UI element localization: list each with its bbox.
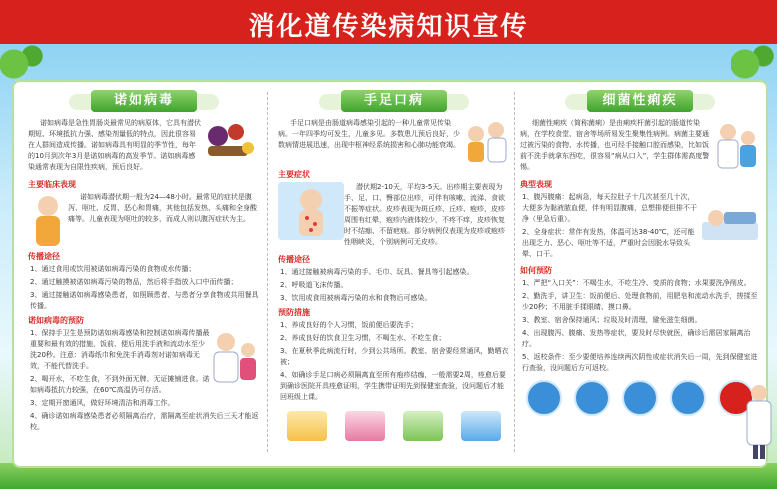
dysentery-intro: 细菌性痢疾（简称菌痢）是由痢疾杆菌引起的肠道传染病，在学校食堂、宿舍等场所易发生聚集性病例。病菌主要通过被污染的食物、水传播，也可经手接触口腔而感染，比如饭前不洗手就拿东西吃，很容易“病从口入”，学生群体需高度警惕。 [520,119,710,171]
norovirus-column [28,90,260,458]
list-item: 4、确诊诺如病毒感染患者必须隔离治疗，需隔离至症状消失后三天才能返校。 [30,412,259,431]
hfmd-symptom-text: 潜伏期2-10天，平均3-5天。出疹期主要表现为手、足、口、臀部位出疹，可伴有咳嗽、流涕、食欲不振等症状。皮疹表现为斑丘疹、丘疹、疱疹，皮疹周围有红晕，疱疹内液体较少，不疼不痒，皮疹恢复时不结痂、不留疤痕。部分病例仅表现为皮疹或疱疹性咽峡炎，个别病例可无皮疹。 [344,183,505,246]
list-item: 1、腹泻腹痛：起病急，每天拉肚子十几次甚至几十次，大便多为黏液脓血便，伴有明显腹痛，总想排便但排不干净（里急后重）。 [522,193,697,223]
norovirus-symptom-text: 诺如病毒潜伏期一般为24—48小时。最常见的症状是腹泻、呕吐、反胃、恶心和胃痛，其他包括发热、头痛和全身酸痛等。儿童表现为呕吐的较多，而成人则以腹泻症状为主。 [68,193,257,223]
water-icon [622,380,658,416]
norovirus-heading [69,90,219,112]
list-item: 1、通过食用或饮用被诺如病毒污染的食物或水传播； [30,265,196,273]
dysentery-symptom-title: 典型表现 [520,180,552,189]
doctor-figure [743,381,775,461]
list-item: 2、养成良好的饮食卫生习惯，不喝生水、不吃生食； [280,334,446,342]
list-item: 2、呼吸道飞沫传播。 [280,281,348,289]
prevention-icons [520,380,760,416]
list-item: 1、养成良好的个人习惯，饭前便后要洗手； [280,321,418,329]
hygiene-pictures [278,411,510,441]
list-item: 5、返校条件：至少要便培养连续两次阴性或症状消失后一周，先到保健室进行查验，没问题后方可返校。 [522,353,758,372]
doctor-exam-illustration [462,118,510,166]
list-item: 1、通过接触被病毒污染的手、毛巾、玩具、餐具等引起感染。 [280,268,474,276]
list-item: 3、在夏秋季此病流行时，少到公共场所。教室、宿舍要经常通风，勤晒衣被； [280,347,509,366]
baby-rash-illustration [278,182,344,240]
hfmd-heading [319,90,469,112]
list-item: 3、教室、宿舍保持通风；垃圾及时清理，避免滋生细菌。 [522,316,702,324]
title-banner [0,0,777,44]
hfmd-symptom-title: 主要症状 [278,170,310,179]
mask-icon [574,380,610,416]
doctor-child-illustration [210,328,260,384]
page-title: 消化道传染病知识宣传 [248,12,529,42]
column-divider [514,92,515,452]
hand-washing-icon [526,380,562,416]
sick-child-illustration [28,192,68,248]
list-item: 4、如确诊手足口病必须隔离直至所有疱疹结痂，一般需要2周，痊愈后要到确诊医院开具痊愈证明，学生携带证明先到保健室查验，没问题后才能回班级上课。 [280,371,506,401]
hfmd-heading-text: 手足口病 [341,90,447,112]
list-item: 2、喝开水，不吃生食，不到外面无牌、无证摊铺进食。诺如病毒抵抗力较强，在60℃高温仍可存活。 [30,375,210,394]
vegetables-illustration [202,118,260,168]
norovirus-heading-text: 诺如病毒 [91,90,197,112]
handwash-picture [287,411,327,441]
ventilation-picture [461,411,501,441]
dysentery-heading-text: 细菌性痢疾 [587,90,693,112]
norovirus-route-title: 传播途径 [28,252,60,261]
dysentery-prevention-title: 如何预防 [520,266,552,275]
list-item: 3、定期开窗通风，做好环境清洁和消毒工作。 [30,399,175,407]
doctor-patient-illustration [712,118,760,172]
norovirus-symptom-title: 主要临床表现 [28,180,76,189]
hfmd-route-title: 传播途径 [278,255,310,264]
list-item: 4、出现腹泻、腹痛、发热等症状，要及时尽快就医，确诊后需居家隔离治疗。 [522,329,751,348]
list-item: 2、勤洗手，讲卫生：饭前便后、处理食物前，用肥皂和流动水洗手，搓揉至少20秒；不用脏手揉眼睛、摸口鼻。 [522,292,758,311]
dysentery-column [520,90,760,458]
vine-right-decoration [731,44,777,84]
dish-icon [670,380,706,416]
norovirus-intro: 诺如病毒是急性胃肠炎最常见的病原体，它具有潜伏期短、环境抵抗力强、感染剂量低的特点，因此很容易在人群间造成传播。诺如病毒具有明显的季节性，每年的10月到次年3月是诺如病毒的高发季节。诺如病毒感染通常表现为自限性疾病，预后良好。 [28,119,201,171]
list-item: 1、严把“入口关”：不喝生水，不吃生冷、变质的食物；水果要洗净削皮。 [522,279,751,287]
list-item: 3、饮用或食用被病毒污染的水和食物后可感染。 [280,294,432,302]
dysentery-heading [565,90,715,112]
cleaning-picture [403,411,443,441]
list-item: 3、通过接触诺如病毒感染患者，如照顾患者、与患者分享食物或共用餐具传播。 [30,291,259,310]
hfmd-column [278,90,510,458]
hfmd-prevention-title: 预防措施 [278,308,310,317]
sick-bed-illustration [700,192,760,248]
list-item: 2、通过触摸被诺如病毒污染的物品，然后将手指放入口中而传播； [30,278,238,286]
column-divider [267,92,268,452]
list-item: 1、保持手卫生是预防诺如病毒感染和控制诺如病毒传播最重要和最有效的措施，饭前、便后用洗手液和流动水至少洗20秒。注意：消毒纸巾和免洗手消毒剂对诺如病毒无效，不能代替洗手。 [30,329,210,370]
hfmd-intro: 手足口病是由肠道病毒感染引起的一种儿童常见传染病。一年四季均可发生，儿童多见。多数患儿预后良好，少数病情进展迅速，出现中枢神经系统损害和心肺功能衰竭。 [278,119,460,149]
tidy-room-picture [345,411,385,441]
vine-left-decoration [0,44,46,84]
list-item: 2、全身症状：常伴有发热，体温可达38-40℃，还可能出现乏力、恶心、呕吐等不适，严重时会因脱水导致头晕、口干。 [522,228,695,258]
content-board [12,80,768,468]
norovirus-prevention-title: 诺如病毒的预防 [28,316,84,325]
